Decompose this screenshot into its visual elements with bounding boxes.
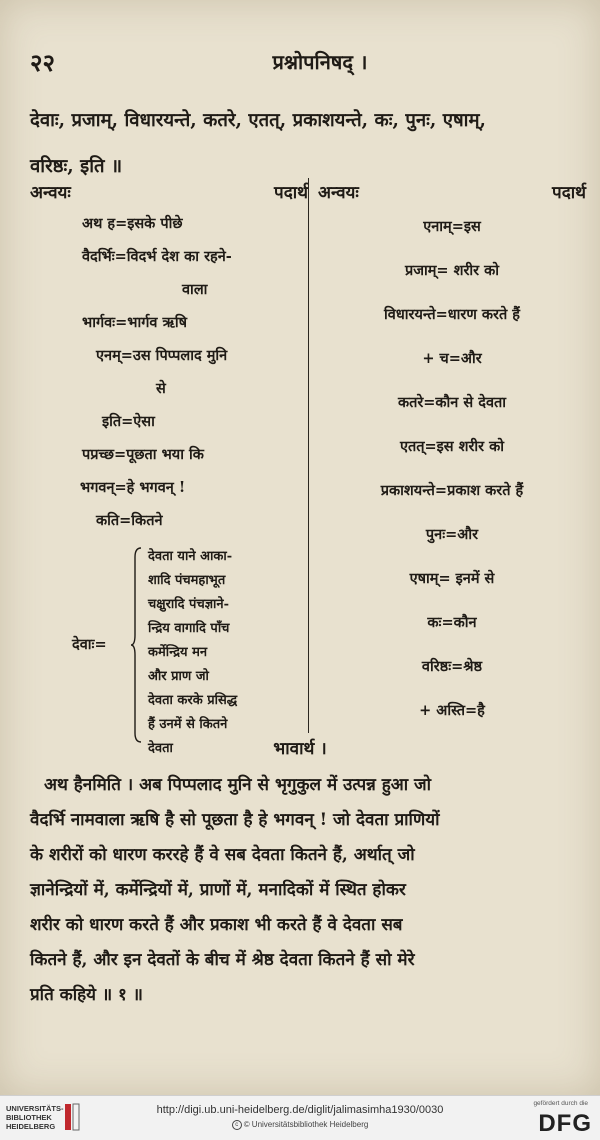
anvaya-right-column — [318, 180, 586, 732]
anvaya-entry: प्रजाम्= शरीर को — [404, 262, 500, 279]
viewer-footer — [0, 1095, 600, 1140]
intro-line: देवाः, प्रजाम्, विधारयन्ते, कतरे, एतत्, प्रकाशयन्ते, कः, पुनः, एषाम्, — [30, 110, 486, 131]
anvaya-entry: वाला — [182, 281, 208, 298]
devas-gloss-line: हैं उनमें से कितने — [148, 717, 228, 732]
anvaya-entry: प्रकाशयन्ते=प्रकाश करते हैं — [380, 482, 524, 499]
intro-line: वरिष्ठः, इति ॥ — [30, 156, 123, 177]
anvaya-entry: पप्रच्छ=पूछता भया कि — [82, 446, 204, 463]
dfg-logo[interactable]: DFG — [538, 1110, 592, 1137]
anvaya-entry: से — [156, 380, 166, 397]
devas-term: देवाः= — [72, 636, 107, 653]
page-number: २२ — [30, 48, 55, 77]
devas-gloss-line: कर्मेन्द्रिय मन — [148, 645, 208, 660]
anvaya-entry: वैदर्भिः=विदर्भ देश का रहने- — [82, 248, 232, 265]
library-logo-line: BIBLIOTHEK — [6, 1113, 52, 1122]
bhavartha-line: प्रति कहिये ॥ १ ॥ — [30, 985, 143, 1005]
devas-gloss-line: और प्राण जो — [148, 669, 209, 684]
anvaya-entry: एतत्=इस शरीर को — [399, 438, 505, 455]
anvaya-right-header — [318, 180, 586, 203]
bhavartha-text — [30, 768, 584, 1013]
anvaya-entry: भगवन्=हे भगवन् ! — [80, 479, 186, 496]
devas-gloss-line: चक्षुरादि पंचज्ञाने- — [148, 597, 230, 612]
bhavartha-line: शरीर को धारण करते हैं और प्रकाश भी करते हैं वे देवता सब — [30, 915, 403, 935]
page-title: प्रश्नोपनिषद् । — [272, 50, 368, 74]
anvaya-entry: + अस्ति=है — [419, 702, 485, 719]
bhavartha-line: अथ हैनमिति । अब पिप्पलाद मुनि से भृगुकुल में उत्पन्न हुआ जो — [44, 775, 432, 795]
bhavartha-line: के शरीरों को धारण कररहे हैं वे सब देवता कितने हैं, अर्थात् जो — [30, 845, 415, 865]
anvaya-entry: वरिष्ठः=श्रेष्ठ — [421, 658, 483, 675]
devas-gloss-line: देवता — [148, 741, 173, 756]
bhavartha-title: भावार्थ । — [273, 739, 327, 759]
anvaya-entry: कति=कितने — [96, 512, 163, 529]
curly-brace-icon — [130, 547, 142, 743]
anvaya-entry: एनम्=उस पिप्पलाद मुनि — [96, 347, 228, 364]
funded-by-label: gefördert durch die — [533, 1100, 588, 1107]
anvaya-entry: विधारयन्ते=धारण करते हैं — [384, 306, 520, 323]
intro-text — [30, 98, 586, 190]
anvaya-entry: कः=कौन — [427, 614, 477, 631]
copyright-text: © Universitätsbibliothek Heidelberg — [243, 1120, 369, 1130]
padartha-right-header-label: पदार्थ — [552, 183, 586, 203]
permalink-url[interactable]: http://digi.ub.uni-heidelberg.de/diglit/jalimasimha1930/0030 — [156, 1104, 444, 1116]
anvaya-entry: एषाम्= इनमें से — [409, 570, 495, 587]
bhavartha-line: वैदर्भि नामवाला ऋषि है सो पूछता है हे भगवन् ! जो देवता प्राणियों — [30, 810, 440, 830]
anvaya-entry: इति=ऐसा — [102, 413, 155, 430]
devas-gloss-line: न्द्रिय वागादि पाँच — [148, 621, 230, 636]
copyright-notice — [0, 1120, 600, 1130]
devas-gloss-line: शादि पंचमहाभूत — [148, 573, 226, 588]
library-logo-line: HEIDELBERG — [6, 1122, 56, 1131]
anvaya-entry: पुनः=और — [425, 526, 479, 543]
copyright-icon: c — [232, 1120, 242, 1130]
devas-gloss-line: देवता करके प्रसिद्ध — [148, 693, 238, 708]
anvaya-entry: + च=और — [422, 350, 482, 367]
anvaya-entry: भार्गवः=भार्गव ऋषि — [82, 314, 187, 331]
devas-gloss-line: देवता याने आका- — [148, 549, 233, 564]
anvaya-left-header-label: अन्वयः — [30, 183, 71, 203]
padartha-left-header-label: पदार्थ — [274, 183, 308, 203]
column-divider — [308, 178, 309, 733]
bhavartha-line: ज्ञानेन्द्रियों में, कर्मेन्द्रियों में, प्राणों में, मनादिकों में स्थित होकर — [30, 880, 406, 900]
anvaya-right-header-label: अन्वयः — [318, 183, 359, 203]
anvaya-entry: अथ ह=इसके पीछे — [82, 215, 183, 232]
devas-gloss-lines — [148, 545, 237, 761]
bhavartha-line: कितने हैं, और इन देवतों के बीच में श्रेष्ठ देवता कितने हैं सो मेरे — [30, 950, 415, 970]
anvaya-entry: एनाम्=इस — [423, 218, 481, 235]
anvaya-entry: कतरे=कौन से देवता — [397, 394, 507, 411]
anvaya-left-header — [30, 180, 308, 203]
library-logo-line: UNIVERSITÄTS- — [6, 1104, 64, 1113]
